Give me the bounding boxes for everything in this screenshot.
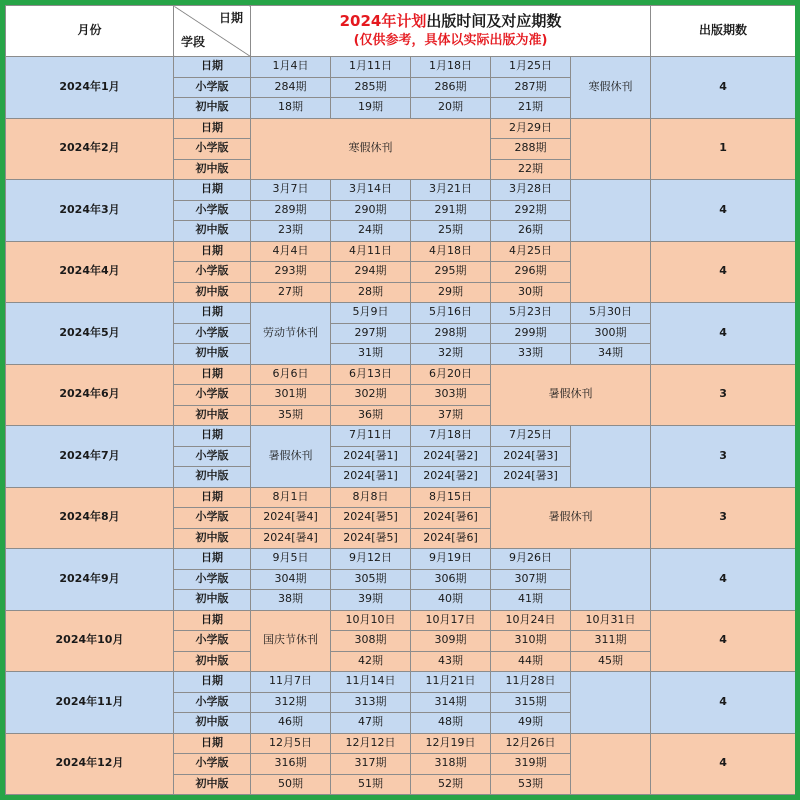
primary-issue-cell: 289期 (251, 200, 331, 221)
publication-schedule-table (5, 5, 795, 795)
date-cell: 4月4日 (251, 241, 331, 262)
row-label-primary: 小学版 (174, 508, 251, 529)
row-label-date: 日期 (174, 733, 251, 754)
empty-cell (571, 549, 651, 611)
suspension-note: 寒假休刊 (251, 118, 491, 180)
junior-issue-cell: 37期 (411, 405, 491, 426)
date-cell: 1月25日 (491, 57, 571, 78)
date-cell: 9月26日 (491, 549, 571, 570)
row-label-primary: 小学版 (174, 262, 251, 283)
issue-count: 4 (651, 303, 795, 365)
primary-issue-cell: 2024[暑6] (411, 508, 491, 529)
month-label: 2024年4月 (6, 241, 174, 303)
date-cell: 5月30日 (571, 303, 651, 324)
primary-issue-cell: 288期 (491, 139, 571, 160)
issue-count: 3 (651, 487, 795, 549)
junior-issue-cell: 20期 (411, 98, 491, 119)
table-row (6, 487, 796, 508)
junior-issue-cell: 25期 (411, 221, 491, 242)
primary-issue-cell: 2024[暑5] (331, 508, 411, 529)
primary-issue-cell: 284期 (251, 77, 331, 98)
table-row (6, 118, 796, 139)
date-cell: 11月14日 (331, 672, 411, 693)
suspension-note: 国庆节休刊 (251, 610, 331, 672)
row-label-primary: 小学版 (174, 323, 251, 344)
row-label-junior: 初中版 (174, 282, 251, 303)
row-label-primary: 小学版 (174, 631, 251, 652)
primary-issue-cell: 291期 (411, 200, 491, 221)
table-row (6, 672, 796, 693)
junior-issue-cell: 38期 (251, 590, 331, 611)
issue-count: 4 (651, 549, 795, 611)
suspension-note: 暑假休刊 (491, 364, 651, 426)
row-label-date: 日期 (174, 672, 251, 693)
month-label: 2024年10月 (6, 610, 174, 672)
title-red-part: 2024年计划 (339, 11, 427, 30)
date-cell: 4月11日 (331, 241, 411, 262)
row-label-primary: 小学版 (174, 385, 251, 406)
date-cell: 2月29日 (491, 118, 571, 139)
date-cell: 9月5日 (251, 549, 331, 570)
date-cell: 12月26日 (491, 733, 571, 754)
row-label-primary: 小学版 (174, 569, 251, 590)
diagonal-header-cell (174, 6, 251, 57)
row-label-junior: 初中版 (174, 405, 251, 426)
junior-issue-cell: 34期 (571, 344, 651, 365)
diag-date-label: 日期 (218, 11, 243, 25)
primary-issue-cell: 314期 (411, 692, 491, 713)
primary-issue-cell: 299期 (491, 323, 571, 344)
empty-cell (571, 241, 651, 303)
table-row (6, 549, 796, 570)
month-label: 2024年12月 (6, 733, 174, 795)
junior-issue-cell: 30期 (491, 282, 571, 303)
date-cell: 6月6日 (251, 364, 331, 385)
title-subtitle: (仅供参考，具体以实际出版为准) (353, 33, 548, 49)
date-cell: 3月28日 (491, 180, 571, 201)
title-line (251, 13, 650, 30)
date-cell: 12月19日 (411, 733, 491, 754)
primary-issue-cell: 307期 (491, 569, 571, 590)
empty-cell (571, 180, 651, 242)
primary-issue-cell: 316期 (251, 754, 331, 775)
primary-issue-cell: 296期 (491, 262, 571, 283)
row-label-primary: 小学版 (174, 754, 251, 775)
primary-issue-cell: 313期 (331, 692, 411, 713)
row-label-primary: 小学版 (174, 200, 251, 221)
primary-issue-cell: 310期 (491, 631, 571, 652)
junior-issue-cell: 24期 (331, 221, 411, 242)
primary-issue-cell: 2024[暑1] (331, 446, 411, 467)
junior-issue-cell: 2024[暑4] (251, 528, 331, 549)
junior-issue-cell: 2024[暑5] (331, 528, 411, 549)
row-label-junior: 初中版 (174, 651, 251, 672)
junior-issue-cell: 27期 (251, 282, 331, 303)
table-row (6, 733, 796, 754)
primary-issue-cell: 290期 (331, 200, 411, 221)
junior-issue-cell: 44期 (491, 651, 571, 672)
month-label: 2024年6月 (6, 364, 174, 426)
date-cell: 3月7日 (251, 180, 331, 201)
primary-issue-cell: 293期 (251, 262, 331, 283)
row-label-date: 日期 (174, 241, 251, 262)
row-label-date: 日期 (174, 610, 251, 631)
row-label-junior: 初中版 (174, 528, 251, 549)
issue-count-column-header: 出版期数 (651, 6, 795, 57)
date-cell: 7月11日 (331, 426, 411, 447)
row-label-junior: 初中版 (174, 221, 251, 242)
row-label-date: 日期 (174, 303, 251, 324)
primary-issue-cell: 303期 (411, 385, 491, 406)
junior-issue-cell: 2024[暑2] (411, 467, 491, 488)
table-row (6, 180, 796, 201)
primary-issue-cell: 317期 (331, 754, 411, 775)
date-cell: 8月8日 (331, 487, 411, 508)
junior-issue-cell: 23期 (251, 221, 331, 242)
issue-count: 4 (651, 672, 795, 734)
date-cell: 12月5日 (251, 733, 331, 754)
primary-issue-cell: 287期 (491, 77, 571, 98)
primary-issue-cell: 292期 (491, 200, 571, 221)
schedule-sheet (5, 5, 795, 795)
issue-count: 3 (651, 426, 795, 488)
primary-issue-cell: 311期 (571, 631, 651, 652)
junior-issue-cell: 19期 (331, 98, 411, 119)
junior-issue-cell: 45期 (571, 651, 651, 672)
date-cell: 4月25日 (491, 241, 571, 262)
junior-issue-cell: 53期 (491, 774, 571, 795)
junior-issue-cell: 50期 (251, 774, 331, 795)
date-cell: 8月1日 (251, 487, 331, 508)
date-cell: 10月31日 (571, 610, 651, 631)
primary-issue-cell: 2024[暑2] (411, 446, 491, 467)
junior-issue-cell: 35期 (251, 405, 331, 426)
date-cell: 1月11日 (331, 57, 411, 78)
junior-issue-cell: 21期 (491, 98, 571, 119)
row-label-primary: 小学版 (174, 446, 251, 467)
month-label: 2024年11月 (6, 672, 174, 734)
date-cell: 4月18日 (411, 241, 491, 262)
primary-issue-cell: 2024[暑4] (251, 508, 331, 529)
primary-issue-cell: 318期 (411, 754, 491, 775)
suspension-note: 暑假休刊 (251, 426, 331, 488)
row-label-primary: 小学版 (174, 77, 251, 98)
primary-issue-cell: 297期 (331, 323, 411, 344)
date-cell: 7月18日 (411, 426, 491, 447)
primary-issue-cell: 300期 (571, 323, 651, 344)
date-cell: 10月17日 (411, 610, 491, 631)
date-cell: 7月25日 (491, 426, 571, 447)
junior-issue-cell: 31期 (331, 344, 411, 365)
month-column-header: 月份 (6, 6, 174, 57)
date-cell: 11月7日 (251, 672, 331, 693)
row-label-junior: 初中版 (174, 713, 251, 734)
date-cell: 3月21日 (411, 180, 491, 201)
date-cell: 5月23日 (491, 303, 571, 324)
row-label-date: 日期 (174, 57, 251, 78)
issue-count: 4 (651, 733, 795, 795)
date-cell: 5月9日 (331, 303, 411, 324)
issue-count: 3 (651, 364, 795, 426)
junior-issue-cell: 47期 (331, 713, 411, 734)
empty-cell (571, 733, 651, 795)
date-cell: 1月4日 (251, 57, 331, 78)
row-label-date: 日期 (174, 487, 251, 508)
suspension-note: 暑假休刊 (491, 487, 651, 549)
date-cell: 6月20日 (411, 364, 491, 385)
primary-issue-cell: 286期 (411, 77, 491, 98)
junior-issue-cell: 29期 (411, 282, 491, 303)
table-row (6, 426, 796, 447)
date-cell: 12月12日 (331, 733, 411, 754)
primary-issue-cell: 309期 (411, 631, 491, 652)
row-label-junior: 初中版 (174, 98, 251, 119)
junior-issue-cell: 51期 (331, 774, 411, 795)
junior-issue-cell: 32期 (411, 344, 491, 365)
issue-count: 4 (651, 180, 795, 242)
table-title (251, 6, 651, 57)
title-black-part: 出版时间及对应期数 (426, 11, 562, 30)
date-cell: 11月21日 (411, 672, 491, 693)
junior-issue-cell: 2024[暑6] (411, 528, 491, 549)
row-label-date: 日期 (174, 426, 251, 447)
row-label-primary: 小学版 (174, 692, 251, 713)
primary-issue-cell: 294期 (331, 262, 411, 283)
row-label-junior: 初中版 (174, 590, 251, 611)
date-cell: 8月15日 (411, 487, 491, 508)
date-cell: 1月18日 (411, 57, 491, 78)
table-row (6, 364, 796, 385)
junior-issue-cell: 2024[暑1] (331, 467, 411, 488)
suspension-note: 劳动节休刊 (251, 303, 331, 365)
issue-count: 4 (651, 241, 795, 303)
junior-issue-cell: 40期 (411, 590, 491, 611)
date-cell: 10月24日 (491, 610, 571, 631)
row-label-junior: 初中版 (174, 344, 251, 365)
month-label: 2024年3月 (6, 180, 174, 242)
table-row (6, 57, 796, 78)
month-label: 2024年8月 (6, 487, 174, 549)
month-label: 2024年2月 (6, 118, 174, 180)
primary-issue-cell: 2024[暑3] (491, 446, 571, 467)
empty-cell (571, 118, 651, 180)
junior-issue-cell: 49期 (491, 713, 571, 734)
junior-issue-cell: 28期 (331, 282, 411, 303)
suspension-note: 寒假休刊 (571, 57, 651, 119)
primary-issue-cell: 285期 (331, 77, 411, 98)
row-label-junior: 初中版 (174, 159, 251, 180)
date-cell: 9月19日 (411, 549, 491, 570)
row-label-junior: 初中版 (174, 467, 251, 488)
junior-issue-cell: 2024[暑3] (491, 467, 571, 488)
junior-issue-cell: 18期 (251, 98, 331, 119)
date-cell: 10月10日 (331, 610, 411, 631)
junior-issue-cell: 46期 (251, 713, 331, 734)
primary-issue-cell: 298期 (411, 323, 491, 344)
empty-cell (571, 672, 651, 734)
empty-cell (571, 426, 651, 488)
header-row (6, 6, 796, 57)
month-label: 2024年5月 (6, 303, 174, 365)
issue-count: 4 (651, 610, 795, 672)
junior-issue-cell: 42期 (331, 651, 411, 672)
diag-stage-label: 学段 (181, 35, 206, 50)
date-cell: 11月28日 (491, 672, 571, 693)
primary-issue-cell: 308期 (331, 631, 411, 652)
primary-issue-cell: 315期 (491, 692, 571, 713)
junior-issue-cell: 26期 (491, 221, 571, 242)
table-row (6, 610, 796, 631)
primary-issue-cell: 305期 (331, 569, 411, 590)
row-label-primary: 小学版 (174, 139, 251, 160)
primary-issue-cell: 295期 (411, 262, 491, 283)
primary-issue-cell: 306期 (411, 569, 491, 590)
table-row (6, 303, 796, 324)
junior-issue-cell: 39期 (331, 590, 411, 611)
junior-issue-cell: 36期 (331, 405, 411, 426)
table-row (6, 241, 796, 262)
row-label-junior: 初中版 (174, 774, 251, 795)
row-label-date: 日期 (174, 549, 251, 570)
row-label-date: 日期 (174, 364, 251, 385)
junior-issue-cell: 33期 (491, 344, 571, 365)
row-label-date: 日期 (174, 118, 251, 139)
junior-issue-cell: 48期 (411, 713, 491, 734)
month-label: 2024年1月 (6, 57, 174, 119)
primary-issue-cell: 319期 (491, 754, 571, 775)
date-cell: 6月13日 (331, 364, 411, 385)
date-cell: 3月14日 (331, 180, 411, 201)
issue-count: 1 (651, 118, 795, 180)
date-cell: 5月16日 (411, 303, 491, 324)
month-label: 2024年7月 (6, 426, 174, 488)
junior-issue-cell: 41期 (491, 590, 571, 611)
issue-count: 4 (651, 57, 795, 119)
primary-issue-cell: 301期 (251, 385, 331, 406)
primary-issue-cell: 304期 (251, 569, 331, 590)
primary-issue-cell: 312期 (251, 692, 331, 713)
month-label: 2024年9月 (6, 549, 174, 611)
date-cell: 9月12日 (331, 549, 411, 570)
row-label-date: 日期 (174, 180, 251, 201)
primary-issue-cell: 302期 (331, 385, 411, 406)
junior-issue-cell: 52期 (411, 774, 491, 795)
junior-issue-cell: 43期 (411, 651, 491, 672)
junior-issue-cell: 22期 (491, 159, 571, 180)
